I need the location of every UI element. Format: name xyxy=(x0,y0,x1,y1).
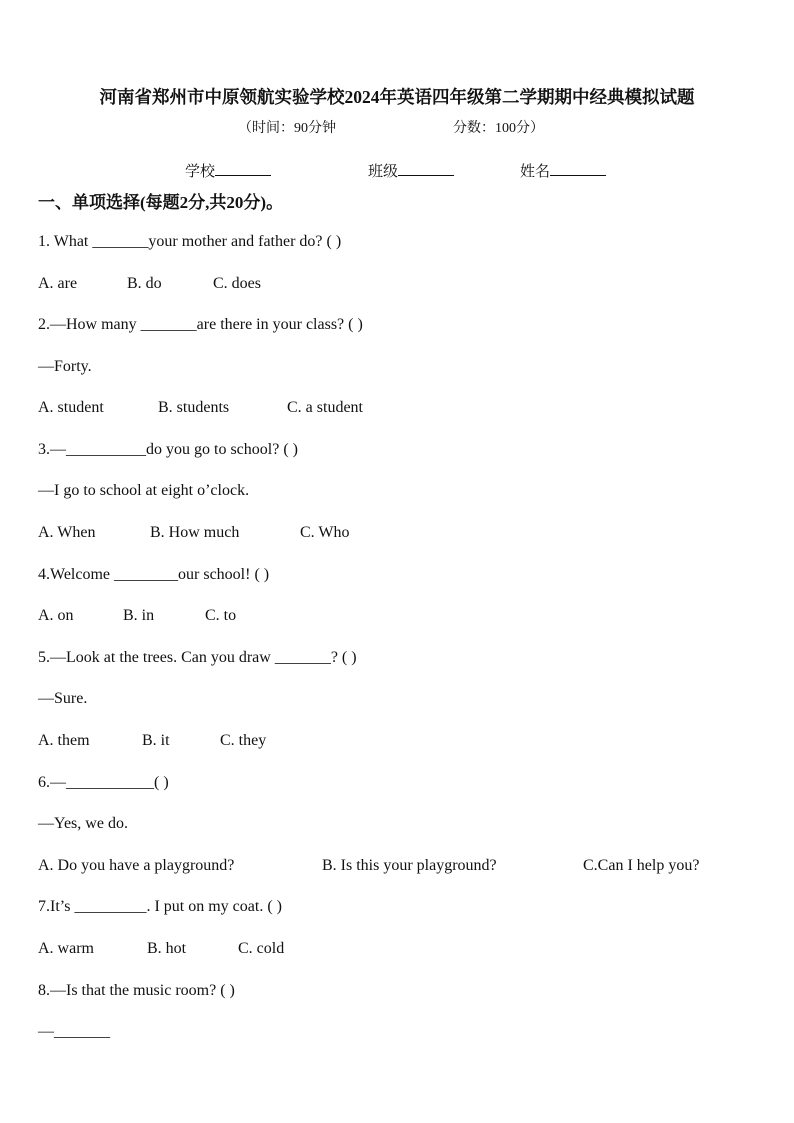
option: B. do xyxy=(127,275,162,292)
option: C. cold xyxy=(238,940,285,957)
option: B. it xyxy=(142,732,170,749)
question-options xyxy=(38,607,236,625)
option: C. Who xyxy=(300,524,350,541)
question-stem: 8.—Is that the music room? ( ) xyxy=(38,982,235,999)
question-answer-line: —Sure. xyxy=(38,690,88,707)
exam-title: 河南省郑州市中原领航实验学校2024年英语四年级第二学期期中经典模拟试题 xyxy=(99,87,695,107)
option: A. warm xyxy=(38,940,94,957)
class-field xyxy=(368,160,454,181)
exam-time: （时间：90分钟 xyxy=(238,121,336,136)
option: A. them xyxy=(38,732,90,749)
question-options xyxy=(38,524,349,542)
question-stem: 3.—__________do you go to school? ( ) xyxy=(38,441,298,458)
option: B. Is this your playground? xyxy=(322,857,497,874)
option: B. hot xyxy=(147,940,187,957)
option: C. to xyxy=(205,607,237,624)
question-options xyxy=(38,940,284,958)
option: A. When xyxy=(38,524,96,541)
question-answer-line: —Forty. xyxy=(38,358,92,375)
question-stem: 6.—___________( ) xyxy=(38,774,169,791)
question-stem: 1. What _______your mother and father do? ( ) xyxy=(38,233,342,250)
option: C. does xyxy=(213,275,261,292)
question-answer-line: —Yes, we do. xyxy=(38,815,128,832)
name-field xyxy=(520,160,606,181)
class-label: 班级 xyxy=(368,164,399,180)
question-options xyxy=(38,732,266,750)
name-label: 姓名 xyxy=(520,164,551,180)
school-label: 学校 xyxy=(185,164,216,180)
option: A. are xyxy=(38,275,78,292)
class-blank xyxy=(398,161,454,176)
school-blank xyxy=(215,161,271,176)
question-options xyxy=(38,857,699,875)
option: A. on xyxy=(38,607,74,624)
option: B. How much xyxy=(150,524,240,541)
question-options xyxy=(38,399,363,417)
option: A. student xyxy=(38,399,104,416)
section-heading: 一、单项选择(每题2分,共20分)。 xyxy=(38,193,284,212)
option: B. students xyxy=(158,399,230,416)
option: B. in xyxy=(123,607,155,624)
question-answer-line: —I go to school at eight o’clock. xyxy=(38,482,250,499)
question-stem: 4.Welcome ________our school! ( ) xyxy=(38,566,270,583)
option: C.Can I help you? xyxy=(583,857,700,874)
question-stem: 2.—How many _______are there in your class? ( ) xyxy=(38,316,363,333)
school-field xyxy=(185,160,271,181)
question-answer-line: —_______ xyxy=(38,1023,110,1040)
option: A. Do you have a playground? xyxy=(38,857,235,874)
question-stem: 5.—Look at the trees. Can you draw _______? ( ) xyxy=(38,649,357,666)
exam-score: 分数：100分） xyxy=(453,121,544,136)
option: C. they xyxy=(220,732,267,749)
option: C. a student xyxy=(287,399,363,416)
name-blank xyxy=(550,161,606,176)
question-stem: 7.It’s _________. I put on my coat. ( ) xyxy=(38,898,282,915)
question-options xyxy=(38,275,261,293)
